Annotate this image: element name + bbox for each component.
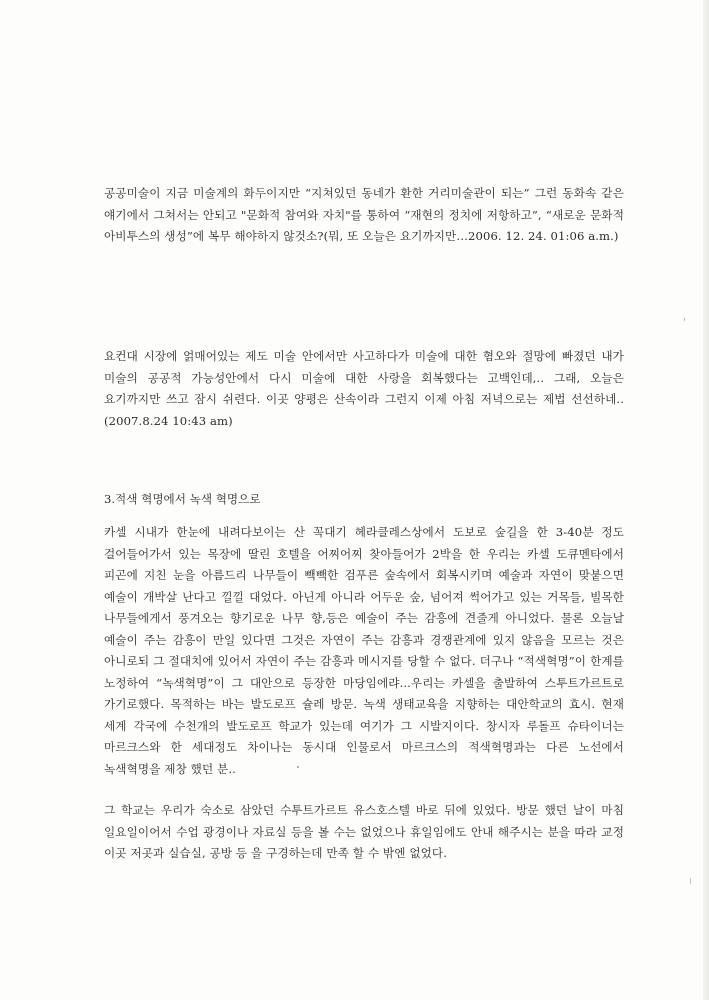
paragraph-school-visit: 그 학교는 우리가 숙소로 삼았던 수투트가르트 유스호스텔 바로 뒤에 있었다. 방문 했던 날이 마침 일요일이어서 수업 광경이나 자료실 등을 볼 수는 없었으나 휴일임에도 안내 해주시는 분을 따라 교정 이곳 저곳과 실습실, 공방 등 을 구경하는데 만족 할 수 밖엔 없었다. (104, 803, 624, 860)
paragraph-confession: 요컨대 시장에 얽매어있는 제도 미술 안에서만 사고하다가 미술에 대한 혐오와 절망에 빠졌던 내가 미술의 공공적 가능성안에서 다시 미술에 대한 사랑을 회복했다는 고백인데,.. 그래, 오늘은 요기까지만 쓰고 잠시 쉬련다. 이곳 양평은 산속이라 그런지 이제 아침 저녁으로는 제법 선선하네.. (2007.8.24 10:43 am) (104, 349, 624, 428)
scan-speck (684, 318, 685, 321)
scan-speck (690, 878, 691, 884)
paragraph-kassel: 카셀 시내가 한눈에 내려다보이는 산 꼭대기 헤라클레스상에서 도보로 숲길을 한 3-40분 정도 걸어들어가서 있는 목장에 딸린 호텔을 어찌어찌 찾아들어가 2박을 한 우리는 카셀 도큐멘타에서 피곤에 지친 눈을 아름드리 나무들이 빽빽한 검푸른 숲속에서 회복시키며 예술과 자연이 맞붙으면 예술이 개박살 난다고 낄낄 대었다. 아닌게 아니라 어두운 숲, 넘어져 썩어가고 있는 거목들, 빌목한 나무들에게서 풍겨오는 향기로운 나무 향,등은 예술이 주는 감흥에 견줄게 아니었다. 물론 오늘날 예술이 주는 감흥이 만일 있다면 그것은 자연이 주는 감흥과 경쟁관계에 있지 않음을 모르는 것은 아니로되 그 절대치에 있어서 자연이 주는 감흥과 메시지를 당할 수 없다. 더구나 “적색혁명”이 한계를 노정하여 “녹색혁명”이 그 대안으로 등장한 마당임에랴...우리는 카셀을 출발하여 스투트가르트로 가기로했다. 목적하는 바는 발도로프 슐레 방문. 녹색 생태교육을 지향하는 대안학교의 효시. 현재 세계 각국에 수천개의 발도로프 학교가 있는데 여기가 그 시발지이다. 창시자 루돌프 슈타이너는 마르크스와 한 세대정도 차이나는 동시대 인물로서 마르크스의 적색혁명과는 다른 노선에서 녹색혁명을 제창 했던 분.. (104, 525, 624, 776)
scanned-page-edge (703, 0, 709, 1000)
section-heading: 3.적색 혁명에서 녹색 혁명으로 (104, 492, 261, 506)
paragraph-public-art: 공공미술이 지금 미술계의 화두이지만 “지쳐있던 동네가 환한 거리미술관이 되는” 그런 동화속 같은 얘기에서 그쳐서는 안되고 "문화적 참여와 자치"를 통하여 “재현의 정치에 저항하고”, “새로운 문화적 아비투스의 생성”에 복무 해야하지 않것소?(뭐, 또 오늘은 요기까지만…2006. 12. 24. 01:06 a.m.) (104, 186, 624, 243)
